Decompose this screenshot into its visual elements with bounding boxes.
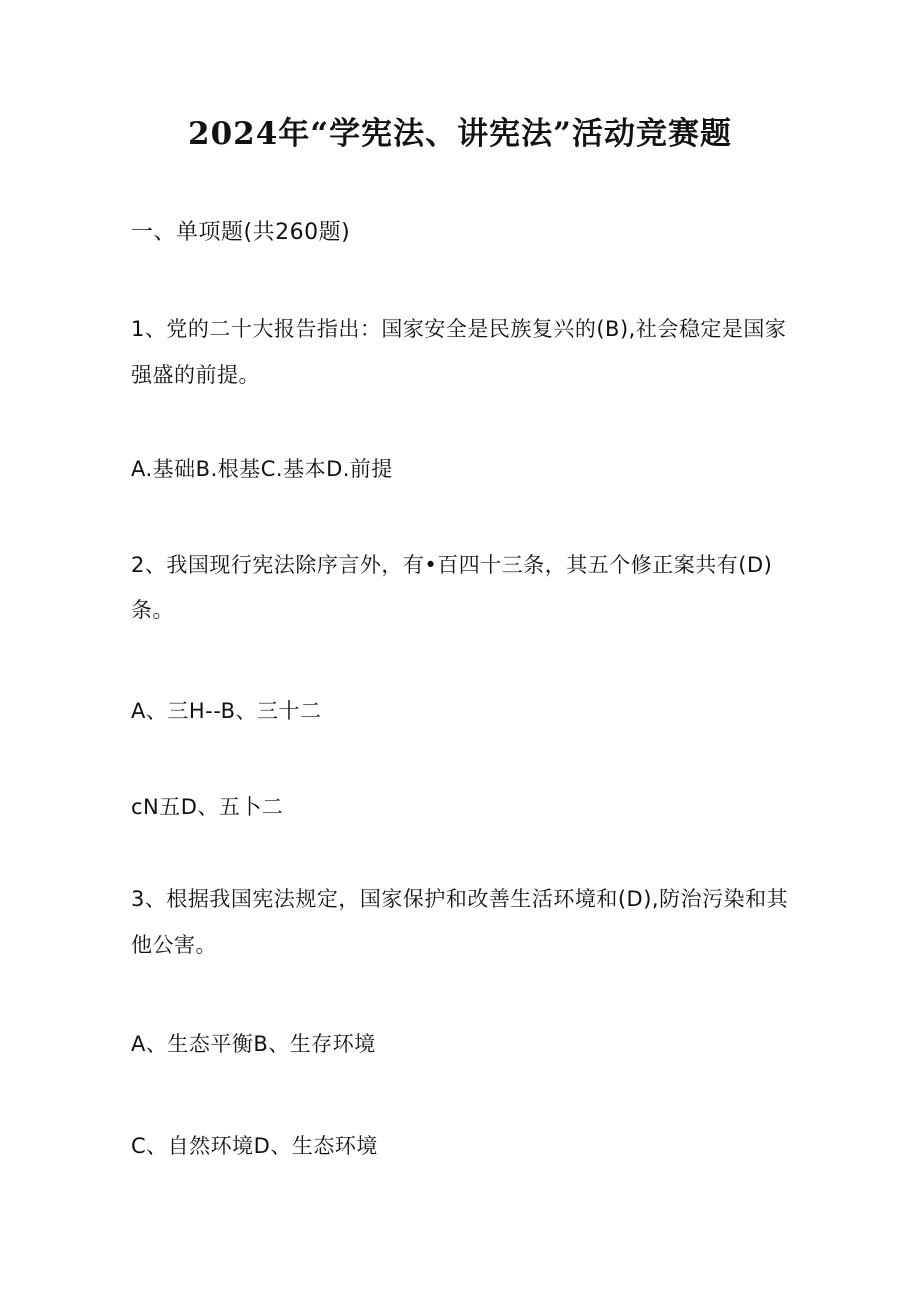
question-3-options-1: A、生态平衡B、生存环境 [131, 1032, 376, 1056]
question-3-line-1: 3、根据我国宪法规定，国家保护和改善生活环境和(D),防治污染和其 [131, 887, 789, 911]
question-1-line-2: 强盛的前提。 [131, 363, 260, 387]
section-heading: 一、单项题(共260题) [131, 220, 351, 245]
question-2-options-1: A、三H--B、三十二 [131, 699, 322, 723]
question-3-options-2: C、自然环境D、生态环境 [131, 1134, 378, 1158]
document-title: 2024年“学宪法、讲宪法”活动竞赛题 [188, 116, 732, 152]
question-2-line-1: 2、我国现行宪法除序言外，有•百四十三条，其五个修正案共有(D) [131, 553, 773, 577]
question-1-line-1: 1、党的二十大报告指出：国家安全是民族复兴的(B),社会稳定是国家 [131, 317, 787, 341]
question-2-options-2: cN五D、五卜二 [131, 795, 284, 819]
question-2-line-2: 条。 [131, 598, 174, 622]
question-1-options: A.基础B.根基C.基本D.前提 [131, 457, 393, 481]
question-3-line-2: 他公害。 [131, 933, 217, 957]
